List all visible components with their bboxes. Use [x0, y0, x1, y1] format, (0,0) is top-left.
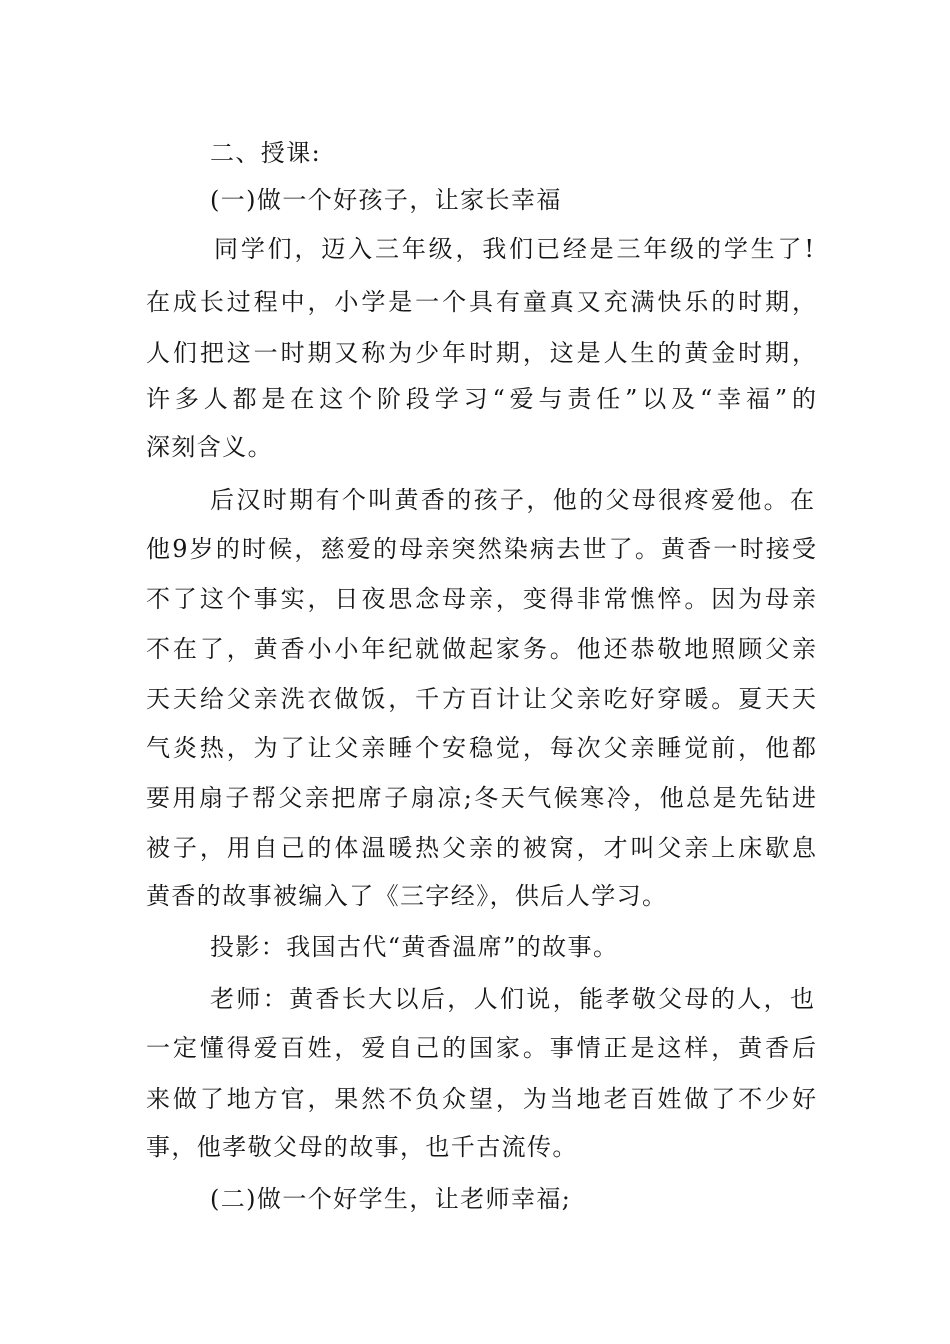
paragraph-line: 天天给父亲洗衣做饭，千方百计让父亲吃好穿暖。夏天天	[146, 685, 816, 713]
paragraph-line: 不在了，黄香小小年纪就做起家务。他还恭敬地照顾父亲	[146, 635, 816, 663]
paragraph-line: 黄香的故事被编入了《三字经》，供后人学习。	[146, 882, 668, 910]
paragraph-line: 被子，用自己的体温暖热父亲的被窝，才叫父亲上床歇息	[146, 834, 816, 862]
paragraph-line: 气炎热，为了让父亲睡个安稳觉，每次父亲睡觉前，他都	[146, 734, 816, 762]
paragraph-line: 在成长过程中，小学是一个具有童真又充满快乐的时期，	[146, 288, 816, 316]
paragraph-line: 老师：黄香长大以后，人们说，能孝敬父母的人，也	[210, 985, 814, 1013]
paragraph-line: 要用扇子帮父亲把席子扇凉;冬天气候寒冷，他总是先钻进	[146, 784, 816, 812]
paragraph-line: 来做了地方官，果然不负众望，为当地老百姓做了不少好	[146, 1085, 816, 1113]
section-heading: 二、授课:	[210, 139, 322, 167]
paragraph-line: 一定懂得爱百姓，爱自己的国家。事情正是这样，黄香后	[146, 1034, 816, 1062]
paragraph-line: 许多人都是在这个阶段学习“爱与责任”以及“幸福”的	[146, 385, 816, 413]
paragraph-line: 不了这个事实，日夜思念母亲，变得非常憔悴。因为母亲	[146, 585, 816, 613]
subsection-heading-1: (一)做一个好孩子，让家长幸福	[210, 186, 562, 214]
paragraph-line: 深刻含义。	[146, 433, 273, 461]
paragraph-line: 后汉时期有个叫黄香的孩子，他的父母很疼爱他。在	[210, 486, 814, 514]
subsection-heading-2: (二)做一个好学生，让老师幸福;	[210, 1185, 572, 1213]
paragraph-line: 人们把这一时期又称为少年时期，这是人生的黄金时期，	[146, 339, 816, 367]
projection-note: 投影：我国古代“黄香温席”的故事。	[210, 933, 619, 961]
paragraph-line: 事，他孝敬父母的故事，也千古流传。	[146, 1133, 578, 1161]
paragraph-line: 他9岁的时候，慈爱的母亲突然染病去世了。黄香一时接受	[146, 535, 816, 563]
paragraph-line: 同学们，迈入三年级，我们已经是三年级的学生了!	[214, 235, 814, 263]
